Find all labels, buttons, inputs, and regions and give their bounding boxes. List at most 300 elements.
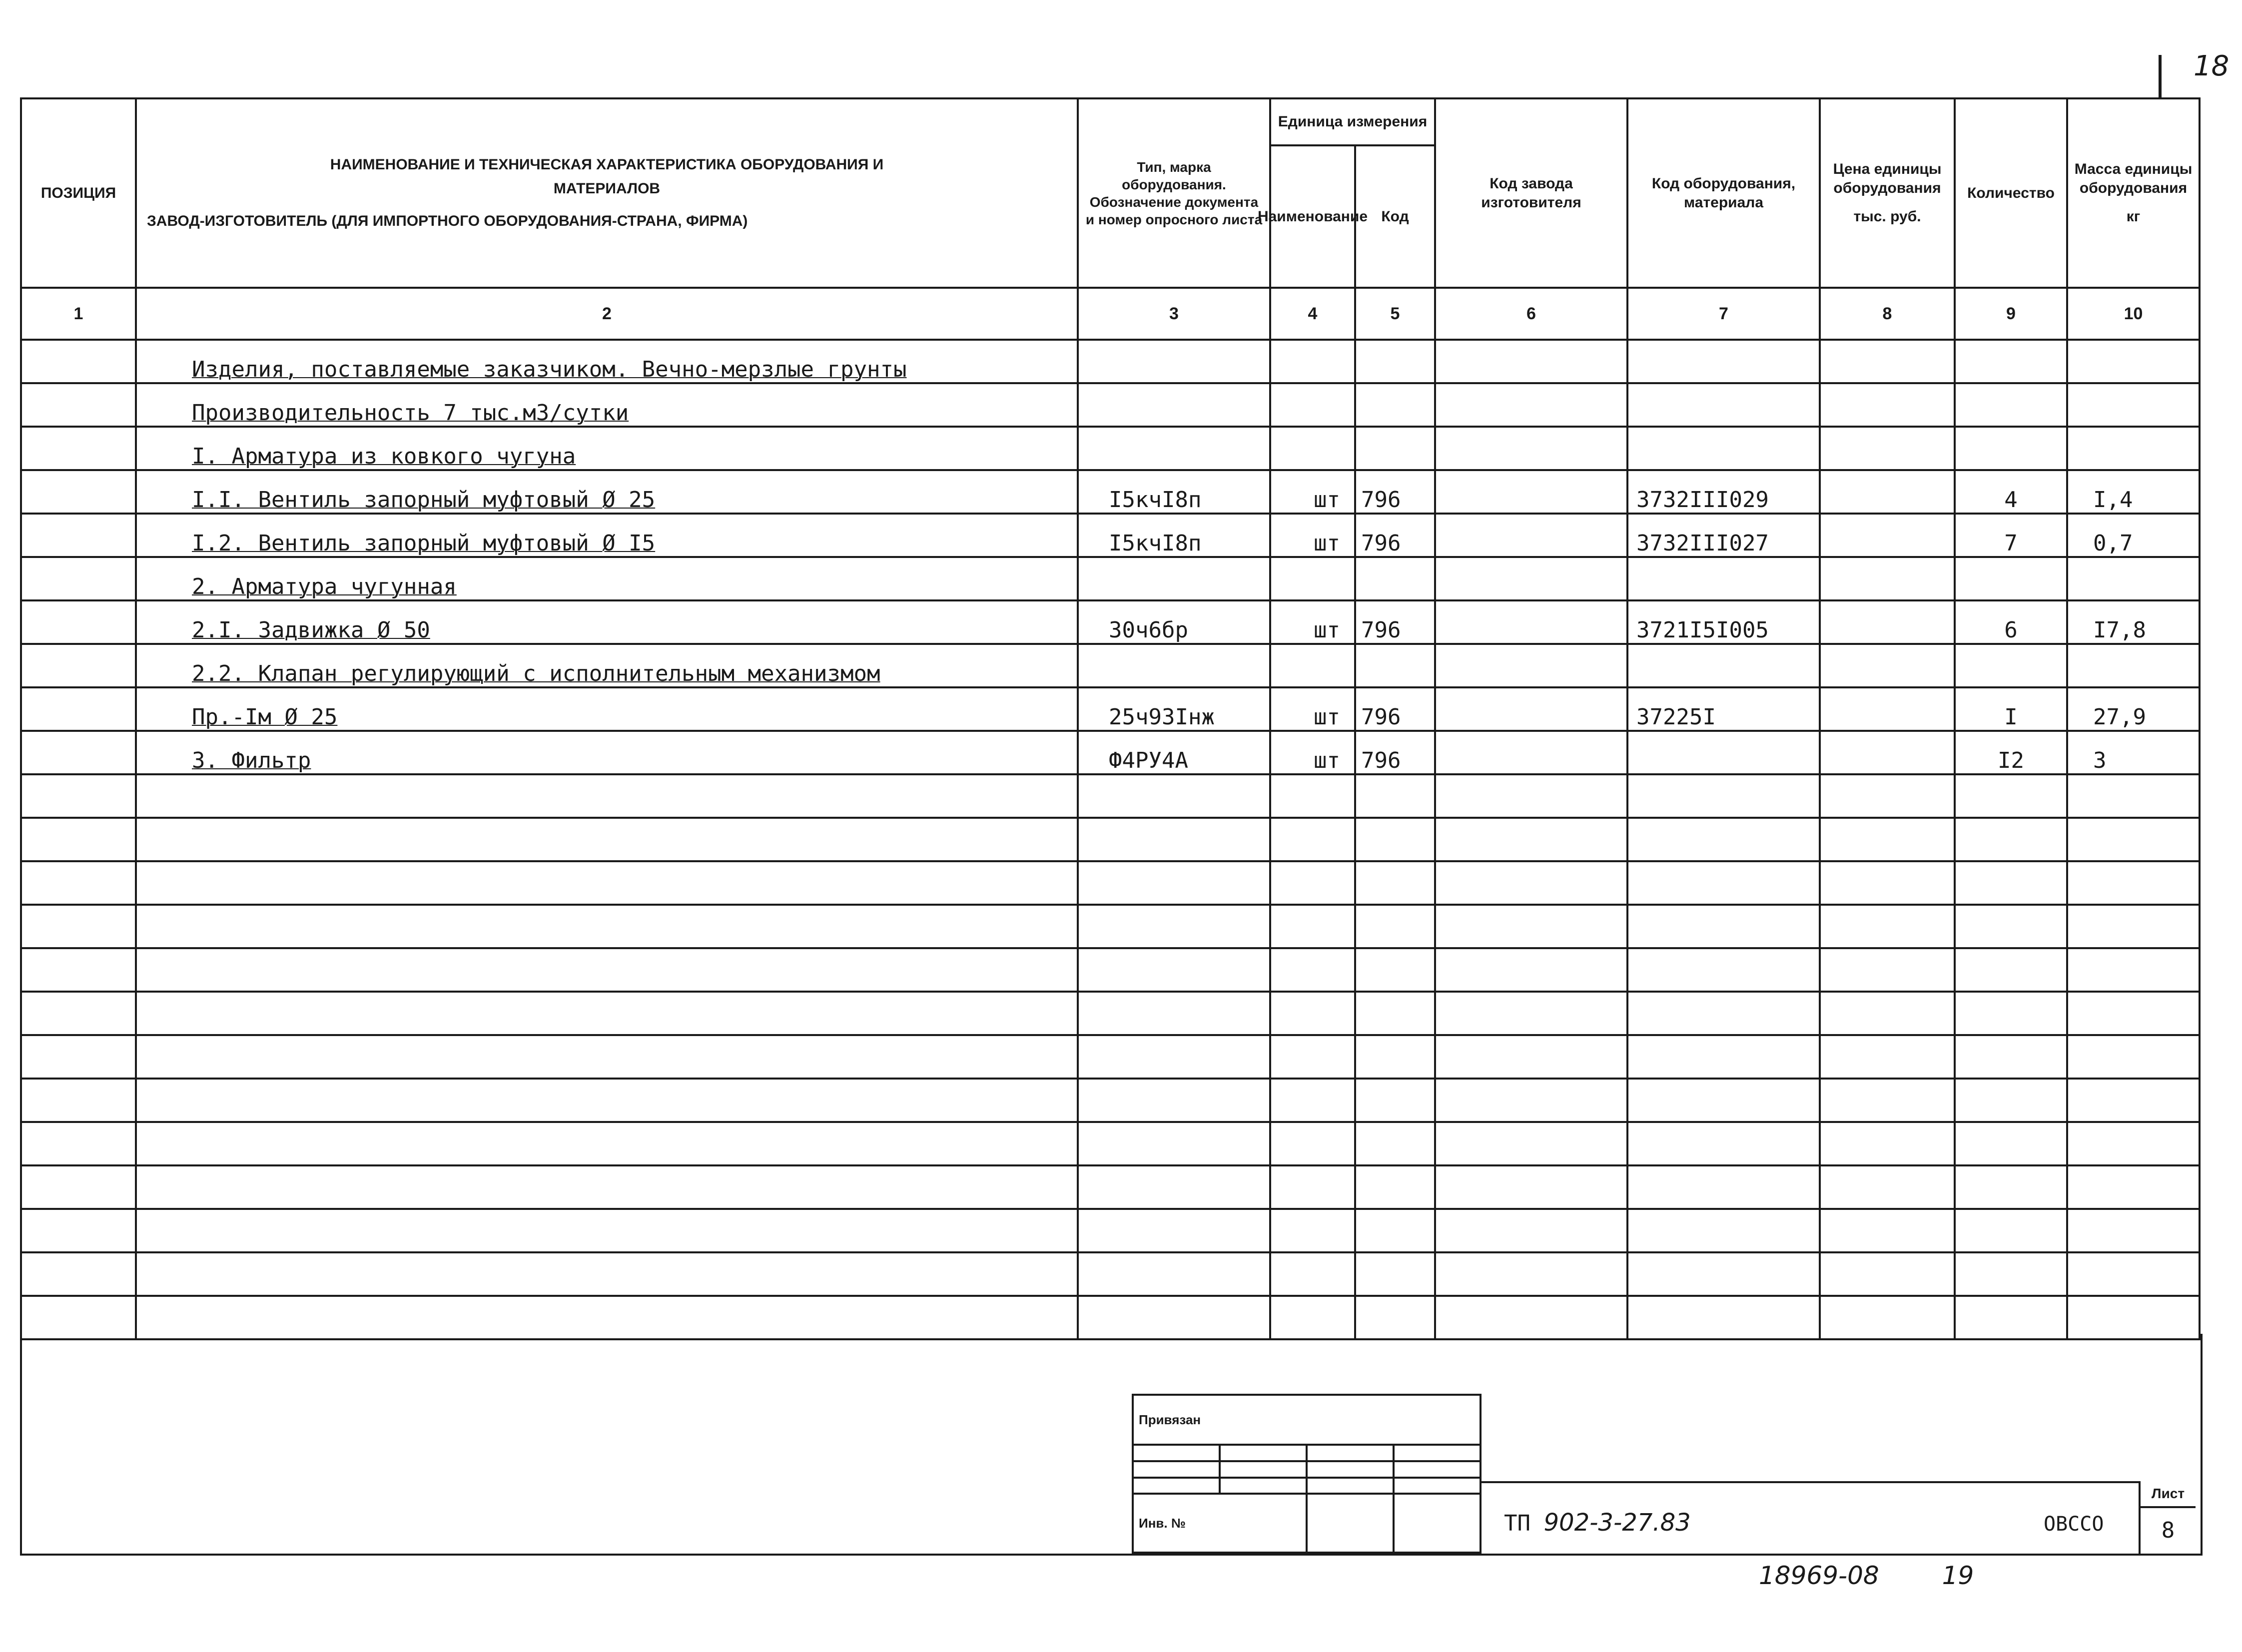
empty-cell	[1820, 774, 1955, 818]
empty-cell	[21, 905, 136, 948]
empty-cell	[21, 992, 136, 1035]
empty-cell	[2067, 1252, 2200, 1296]
cell-equip-code	[1627, 383, 1820, 427]
table-row	[21, 557, 2200, 600]
archive-page: 19	[1942, 1561, 1974, 1590]
empty-cell	[1955, 992, 2067, 1035]
empty-cell	[1955, 1079, 2067, 1122]
empty-cell	[1355, 1122, 1435, 1165]
empty-cell	[1078, 1079, 1270, 1122]
cell-position	[21, 514, 136, 557]
cell-mfr-code	[1435, 470, 1627, 514]
empty-cell	[1955, 1035, 2067, 1079]
empty-cell	[1270, 818, 1355, 861]
empty-row	[21, 1122, 2200, 1165]
cell-mass	[2067, 383, 2200, 427]
cell-mass: 27,9	[2067, 687, 2200, 731]
cell-unit	[1270, 427, 1355, 470]
row-name-text: Изделия, поставляемые заказчиком. Вечно-мерзлые грунты	[192, 357, 907, 382]
doc-org: ОВССО	[2044, 1513, 2104, 1536]
empty-cell	[21, 1035, 136, 1079]
empty-cell	[136, 905, 1078, 948]
empty-cell	[136, 818, 1078, 861]
cell-unit-code	[1355, 427, 1435, 470]
empty-cell	[1435, 948, 1627, 992]
header-price-label: Цена единицы оборудования	[1833, 161, 1942, 196]
col-number: 10	[2067, 288, 2200, 340]
empty-cell	[21, 1209, 136, 1252]
empty-cell	[1435, 1296, 1627, 1339]
cell-mass: 0,7	[2067, 514, 2200, 557]
cell-position	[21, 470, 136, 514]
empty-cell	[21, 1122, 136, 1165]
bound-stamp	[1132, 1394, 1482, 1554]
empty-cell	[1078, 1209, 1270, 1252]
col-number: 5	[1355, 288, 1435, 340]
archive-stamp	[1759, 1561, 1974, 1590]
empty-cell	[1627, 1165, 1820, 1209]
table-row	[21, 687, 2200, 731]
empty-cell	[1820, 1252, 1955, 1296]
cell-qty: I2	[1955, 731, 2067, 774]
cell-unit: шт	[1270, 687, 1355, 731]
empty-cell	[1355, 861, 1435, 905]
doc-number: 902-3-27.83	[1543, 1509, 1691, 1537]
cell-qty	[1955, 383, 2067, 427]
cell-type	[1078, 644, 1270, 687]
table-header-row	[21, 98, 2200, 288]
cell-equip-code: 3732III027	[1627, 514, 1820, 557]
empty-cell	[1270, 774, 1355, 818]
table-row	[21, 383, 2200, 427]
empty-cell	[1435, 905, 1627, 948]
header-name-line3: ЗАВОД-ИЗГОТОВИТЕЛЬ (ДЛЯ ИМПОРТНОГО ОБОРУДОВАНИЯ-СТРАНА, ФИРМА)	[147, 213, 748, 230]
row-name-text: I.2. Вентиль запорный муфтовый Ø I5	[192, 531, 656, 556]
cell-unit	[1270, 644, 1355, 687]
cell-type: I5кчI8п	[1078, 470, 1270, 514]
empty-cell	[2067, 861, 2200, 905]
cell-equip-code: 37225I	[1627, 687, 1820, 731]
empty-cell	[136, 1079, 1078, 1122]
cell-unit-code: 796	[1355, 687, 1435, 731]
cell-mfr-code	[1435, 383, 1627, 427]
empty-cell	[1955, 1165, 2067, 1209]
cell-unit: шт	[1270, 731, 1355, 774]
table-row	[21, 514, 2200, 557]
col-number: 6	[1435, 288, 1627, 340]
empty-cell	[2067, 1079, 2200, 1122]
empty-cell	[1355, 905, 1435, 948]
empty-cell	[136, 1122, 1078, 1165]
empty-cell	[1270, 1165, 1355, 1209]
sheet-box	[2139, 1481, 2196, 1554]
stamp-inv-label: Инв. №	[1133, 1494, 1307, 1553]
empty-cell	[1435, 861, 1627, 905]
row-name-text: I.I. Вентиль запорный муфтовый Ø 25	[192, 487, 656, 513]
empty-cell	[2067, 1296, 2200, 1339]
empty-cell	[1355, 1209, 1435, 1252]
empty-row	[21, 1209, 2200, 1252]
empty-cell	[1078, 1122, 1270, 1165]
cell-qty	[1955, 557, 2067, 600]
table-row	[21, 600, 2200, 644]
empty-cell	[1955, 1122, 2067, 1165]
cell-type: 30ч6бр	[1078, 600, 1270, 644]
stamp-bound-label: Привязан	[1133, 1395, 1481, 1445]
cell-qty: 6	[1955, 600, 2067, 644]
cell-unit-code: 796	[1355, 470, 1435, 514]
empty-cell	[1627, 1122, 1820, 1165]
header-mass-unit: кг	[2126, 208, 2141, 225]
cell-unit	[1270, 383, 1355, 427]
col-number: 4	[1270, 288, 1355, 340]
empty-cell	[1435, 1209, 1627, 1252]
empty-cell	[136, 992, 1078, 1035]
empty-cell	[1820, 1079, 1955, 1122]
cell-price	[1820, 600, 1955, 644]
empty-cell	[1955, 1252, 2067, 1296]
cell-name	[136, 557, 1078, 600]
empty-cell	[21, 774, 136, 818]
empty-cell	[136, 774, 1078, 818]
cell-price	[1820, 470, 1955, 514]
cell-unit-code	[1355, 383, 1435, 427]
empty-cell	[1355, 774, 1435, 818]
cell-mfr-code	[1435, 427, 1627, 470]
empty-cell	[1270, 1079, 1355, 1122]
empty-cell	[136, 861, 1078, 905]
empty-cell	[1820, 1296, 1955, 1339]
empty-cell	[1627, 818, 1820, 861]
cell-unit-code: 796	[1355, 514, 1435, 557]
empty-cell	[1270, 1035, 1355, 1079]
cell-mass	[2067, 340, 2200, 383]
empty-cell	[1627, 1079, 1820, 1122]
cell-type	[1078, 340, 1270, 383]
col-number: 7	[1627, 288, 1820, 340]
empty-cell	[1355, 1035, 1435, 1079]
cell-mfr-code	[1435, 644, 1627, 687]
empty-cell	[136, 1296, 1078, 1339]
empty-cell	[1270, 1296, 1355, 1339]
empty-cell	[1078, 774, 1270, 818]
cell-equip-code	[1627, 427, 1820, 470]
cell-name	[136, 470, 1078, 514]
empty-row	[21, 818, 2200, 861]
empty-cell	[21, 861, 136, 905]
header-unit-title: Единица измерения	[1271, 99, 1434, 146]
cell-position	[21, 340, 136, 383]
header-price	[1820, 98, 1955, 288]
cell-unit: шт	[1270, 600, 1355, 644]
empty-cell	[1355, 992, 1435, 1035]
empty-cell	[1955, 861, 2067, 905]
empty-cell	[1955, 818, 2067, 861]
empty-cell	[2067, 1122, 2200, 1165]
cell-equip-code	[1627, 340, 1820, 383]
cell-type	[1078, 383, 1270, 427]
cell-type	[1078, 427, 1270, 470]
empty-cell	[1078, 1035, 1270, 1079]
empty-row	[21, 1296, 2200, 1339]
cell-name	[136, 514, 1078, 557]
cell-mass	[2067, 427, 2200, 470]
sheet-value: 8	[2161, 1518, 2175, 1543]
header-type: Тип, марка оборудования. Обозначение документа и номер опросного листа	[1078, 98, 1270, 288]
cell-unit-code	[1355, 557, 1435, 600]
cell-price	[1820, 514, 1955, 557]
header-price-unit: тыс. руб.	[1853, 208, 1921, 225]
cell-type: I5кчI8п	[1078, 514, 1270, 557]
table-row	[21, 427, 2200, 470]
empty-cell	[1270, 1252, 1355, 1296]
empty-cell	[136, 1035, 1078, 1079]
cell-type: 25ч93Iнж	[1078, 687, 1270, 731]
empty-cell	[21, 818, 136, 861]
empty-cell	[1270, 861, 1355, 905]
cell-price	[1820, 731, 1955, 774]
empty-cell	[1435, 1035, 1627, 1079]
empty-cell	[1627, 1252, 1820, 1296]
cell-mfr-code	[1435, 731, 1627, 774]
header-position: ПОЗИЦИЯ	[21, 98, 136, 288]
col-number: 9	[1955, 288, 2067, 340]
cell-mass: I,4	[2067, 470, 2200, 514]
cell-equip-code	[1627, 731, 1820, 774]
empty-row	[21, 1252, 2200, 1296]
header-name	[136, 98, 1078, 288]
cell-qty	[1955, 340, 2067, 383]
cell-mass	[2067, 644, 2200, 687]
empty-cell	[1270, 1209, 1355, 1252]
cell-mfr-code	[1435, 600, 1627, 644]
cell-position	[21, 644, 136, 687]
cell-equip-code	[1627, 557, 1820, 600]
empty-cell	[21, 1165, 136, 1209]
empty-cell	[1078, 948, 1270, 992]
table-row	[21, 470, 2200, 514]
doc-prefix: ТП	[1504, 1511, 1530, 1536]
empty-cell	[2067, 1209, 2200, 1252]
cell-price	[1820, 644, 1955, 687]
corner-mark	[2159, 55, 2162, 97]
table-row	[21, 340, 2200, 383]
empty-cell	[1627, 948, 1820, 992]
header-unit-name: Наименование	[1271, 146, 1356, 287]
cell-unit-code: 796	[1355, 600, 1435, 644]
cell-unit-code	[1355, 644, 1435, 687]
empty-cell	[136, 948, 1078, 992]
cell-unit-code	[1355, 340, 1435, 383]
empty-row	[21, 948, 2200, 992]
header-mfr-code: Код завода изготовителя	[1435, 98, 1627, 288]
empty-cell	[1078, 861, 1270, 905]
empty-cell	[1435, 992, 1627, 1035]
empty-cell	[1955, 905, 2067, 948]
empty-cell	[21, 1079, 136, 1122]
row-name-text: 2.I. Задвижка Ø 50	[192, 617, 430, 643]
empty-cell	[1078, 905, 1270, 948]
cell-type	[1078, 557, 1270, 600]
cell-name	[136, 383, 1078, 427]
table-body	[21, 340, 2200, 1339]
empty-cell	[1078, 1165, 1270, 1209]
empty-cell	[1270, 948, 1355, 992]
empty-row	[21, 1035, 2200, 1079]
empty-cell	[1820, 1209, 1955, 1252]
equipment-spec-table	[20, 97, 2201, 1340]
cell-mfr-code	[1435, 514, 1627, 557]
empty-cell	[1435, 1079, 1627, 1122]
empty-row	[21, 774, 2200, 818]
empty-cell	[2067, 1165, 2200, 1209]
cell-unit-code: 796	[1355, 731, 1435, 774]
column-number-row	[21, 288, 2200, 340]
empty-cell	[1627, 1209, 1820, 1252]
empty-cell	[1820, 948, 1955, 992]
cell-price	[1820, 383, 1955, 427]
empty-cell	[1270, 905, 1355, 948]
cell-mass	[2067, 557, 2200, 600]
header-name-line2: МАТЕРИАЛОВ	[553, 180, 661, 197]
empty-cell	[1435, 774, 1627, 818]
cell-position	[21, 427, 136, 470]
empty-cell	[1270, 1122, 1355, 1165]
cell-equip-code	[1627, 644, 1820, 687]
cell-position	[21, 731, 136, 774]
archive-number: 18969-08	[1759, 1561, 1879, 1590]
header-unit-group	[1257, 98, 1435, 288]
empty-cell	[1078, 1296, 1270, 1339]
empty-cell	[1955, 948, 2067, 992]
cell-unit: шт	[1270, 514, 1355, 557]
empty-cell	[136, 1209, 1078, 1252]
header-mass-label: Масса единицы оборудования	[2074, 161, 2193, 196]
cell-price	[1820, 557, 1955, 600]
table-row	[21, 731, 2200, 774]
row-name-text: 2. Арматура чугунная	[192, 574, 457, 599]
cell-name	[136, 687, 1078, 731]
header-name-line1: НАИМЕНОВАНИЕ И ТЕХНИЧЕСКАЯ ХАРАКТЕРИСТИКА ОБОРУДОВАНИЯ И	[330, 156, 884, 173]
cell-qty: 7	[1955, 514, 2067, 557]
empty-cell	[1270, 992, 1355, 1035]
cell-mass: 3	[2067, 731, 2200, 774]
empty-cell	[1820, 1035, 1955, 1079]
empty-cell	[1955, 1296, 2067, 1339]
empty-cell	[2067, 992, 2200, 1035]
empty-row	[21, 992, 2200, 1035]
empty-cell	[1820, 905, 1955, 948]
empty-row	[21, 905, 2200, 948]
empty-cell	[1355, 1252, 1435, 1296]
table-row	[21, 644, 2200, 687]
cell-name	[136, 340, 1078, 383]
cell-mfr-code	[1435, 340, 1627, 383]
empty-cell	[1820, 992, 1955, 1035]
empty-cell	[1355, 948, 1435, 992]
cell-type: Ф4РУ4А	[1078, 731, 1270, 774]
empty-cell	[1435, 1252, 1627, 1296]
empty-cell	[1435, 1122, 1627, 1165]
header-unit-code: Код	[1381, 208, 1409, 225]
empty-row	[21, 1165, 2200, 1209]
title-block-top-line	[1482, 1481, 2139, 1483]
row-name-text: 2.2. Клапан регулирующий с исполнительным механизмом	[192, 661, 880, 686]
col-number: 1	[21, 288, 136, 340]
empty-cell	[1627, 1035, 1820, 1079]
empty-cell	[1955, 774, 2067, 818]
sheet-label: Лист	[2141, 1481, 2196, 1508]
empty-cell	[2067, 948, 2200, 992]
col-number: 8	[1820, 288, 1955, 340]
cell-unit	[1270, 557, 1355, 600]
empty-cell	[2067, 1035, 2200, 1079]
row-name-text: 3. Фильтр	[192, 748, 311, 773]
empty-cell	[21, 948, 136, 992]
empty-cell	[1627, 774, 1820, 818]
cell-position	[21, 557, 136, 600]
cell-qty	[1955, 427, 2067, 470]
empty-cell	[1435, 1165, 1627, 1209]
header-equip-code: Код оборудования, материала	[1627, 98, 1820, 288]
row-name-text: Пр.-Iм Ø 25	[192, 704, 338, 730]
empty-cell	[1627, 992, 1820, 1035]
empty-cell	[1955, 1209, 2067, 1252]
header-mass	[2067, 98, 2200, 288]
header-qty: Количество	[1955, 98, 2067, 288]
row-name-text: I. Арматура из ковкого чугуна	[192, 444, 576, 469]
empty-cell	[1355, 1079, 1435, 1122]
empty-cell	[136, 1165, 1078, 1209]
cell-mfr-code	[1435, 557, 1627, 600]
empty-cell	[1078, 1252, 1270, 1296]
cell-name	[136, 731, 1078, 774]
empty-row	[21, 861, 2200, 905]
empty-cell	[2067, 774, 2200, 818]
cell-qty: 4	[1955, 470, 2067, 514]
empty-cell	[136, 1252, 1078, 1296]
cell-equip-code: 3732III029	[1627, 470, 1820, 514]
cell-name	[136, 644, 1078, 687]
empty-cell	[1355, 1165, 1435, 1209]
empty-cell	[1820, 1122, 1955, 1165]
cell-position	[21, 687, 136, 731]
empty-cell	[1820, 818, 1955, 861]
empty-cell	[1078, 992, 1270, 1035]
empty-cell	[1627, 861, 1820, 905]
col-number: 3	[1078, 288, 1270, 340]
empty-cell	[1355, 1296, 1435, 1339]
cell-position	[21, 600, 136, 644]
empty-cell	[1820, 861, 1955, 905]
cell-price	[1820, 340, 1955, 383]
row-name-text: Производительность 7 тыс.м3/сутки	[192, 400, 629, 426]
cell-qty	[1955, 644, 2067, 687]
cell-price	[1820, 427, 1955, 470]
cell-name	[136, 427, 1078, 470]
empty-row	[21, 1079, 2200, 1122]
cell-unit	[1270, 340, 1355, 383]
empty-cell	[1435, 818, 1627, 861]
cell-price	[1820, 687, 1955, 731]
cell-equip-code: 3721I5I005	[1627, 600, 1820, 644]
empty-cell	[1355, 818, 1435, 861]
cell-unit: шт	[1270, 470, 1355, 514]
empty-cell	[1627, 905, 1820, 948]
cell-mfr-code	[1435, 687, 1627, 731]
footer-frame	[20, 1334, 2203, 1556]
empty-cell	[21, 1296, 136, 1339]
